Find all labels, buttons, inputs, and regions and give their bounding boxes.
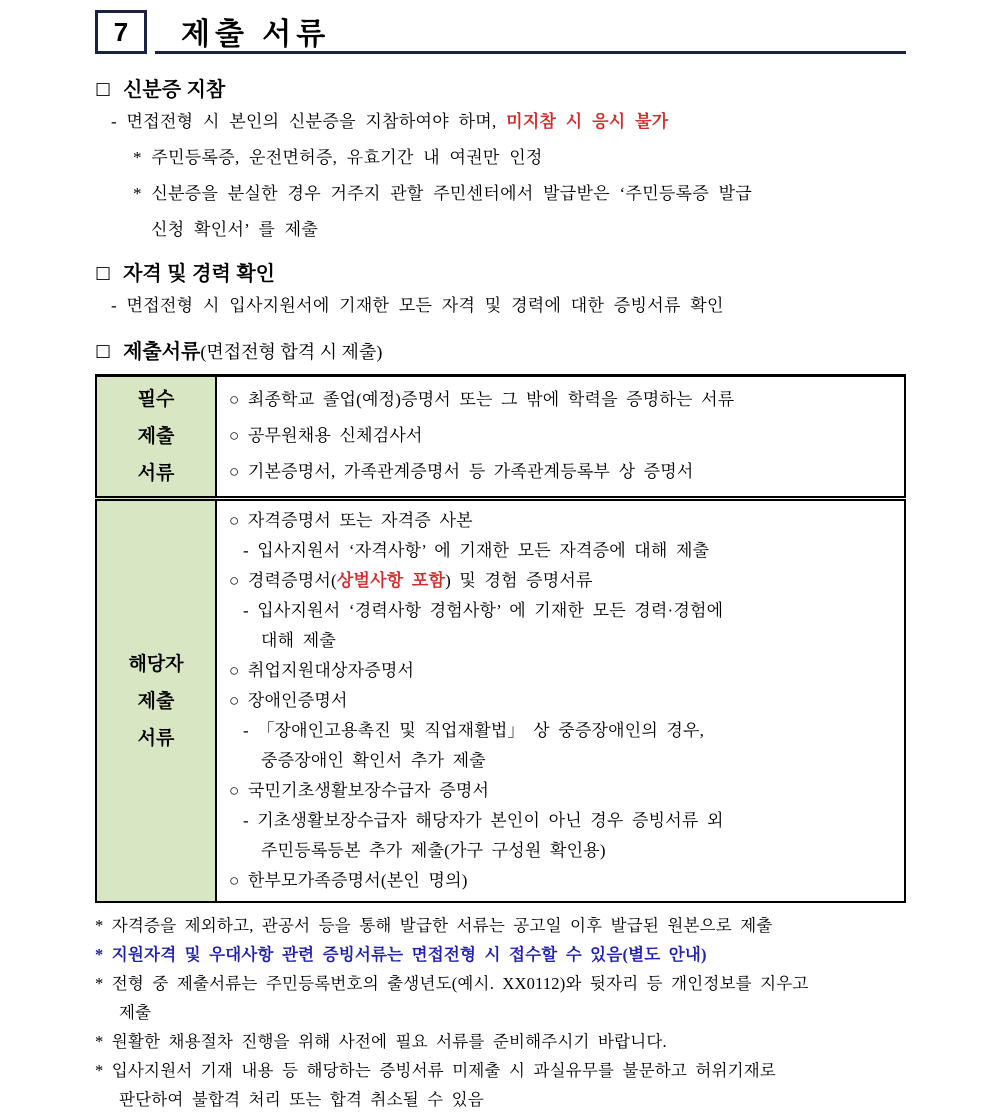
table-line: ○ 공무원채용 신체검사서: [229, 426, 423, 445]
section-title-rule: [155, 10, 906, 54]
table-line: ○ 기본증명서, 가족관계증명서 등 가족관계등록부 상 증명서: [229, 462, 694, 481]
row-content-conditional: [216, 499, 905, 903]
footnotes: [95, 911, 906, 1114]
table-line: ○ 자격증명서 또는 자격증 사본: [229, 511, 473, 530]
table-row-required: [96, 376, 905, 499]
body-line: - 면접전형 시 입사지원서에 기재한 모든 자격 및 경력에 대한 증빙서류 확인: [111, 296, 724, 315]
row-header-line: 서류: [137, 727, 175, 749]
footnote-highlight: * 지원자격 및 우대사항 관련 증빙서류는 면접전형 시 접수할 수 있음(별도 안내): [95, 945, 707, 964]
section-number: 7: [113, 16, 129, 47]
table-line: ○ 국민기초생활보장수급자 증명서: [229, 781, 490, 800]
heading-documents-wrap: [123, 338, 382, 366]
footnote: * 입사지원서 기재 내용 등 해당하는 증빙서류 미제출 시 과실유무를 불문하고 허위기재로: [95, 1061, 777, 1080]
body-line: * 주민등록증, 운전면허증, 유효기간 내 여권만 인정: [133, 148, 543, 167]
body-line: * 신분증을 분실한 경우 거주지 관할 주민센터에서 발급받은 ‘주민등록증 발급: [133, 184, 753, 203]
table-line: ○ 장애인증명서: [229, 691, 348, 710]
line-text: - 면접전형 시 본인의 신분증을 지참하여야 하며,: [111, 112, 507, 131]
heading-documents-label: 제출서류: [123, 341, 201, 363]
line-text: ○ 경력증명서(: [229, 571, 337, 590]
heading-id-card: [95, 76, 906, 104]
row-header-line: 해당자: [128, 653, 184, 675]
checkbox-icon: □: [95, 263, 112, 283]
checkbox-icon: □: [95, 79, 112, 99]
row-header-line: 필수: [137, 389, 175, 410]
table-line: - 「장애인고용촉진 및 직업재활법」 상 중증장애인의 경우,: [243, 721, 705, 740]
page-title: 제출 서류: [181, 17, 331, 51]
footnote: * 전형 중 제출서류는 주민등록번호의 출생년도(예시. XX0112)와 뒷자리 등 개인정보를 지우고: [95, 974, 809, 993]
row-header-conditional: [96, 499, 216, 903]
section-number-box: [95, 10, 147, 54]
heading-id-card-label: 신분증 지참: [123, 79, 226, 101]
line-text: ) 및 경험 증명서류: [445, 571, 593, 590]
table-line: 중증장애인 확인서 추가 제출: [261, 751, 486, 770]
body-line: 신청 확인서’ 를 제출: [151, 220, 319, 239]
table-line: ○ 한부모가족증명서(본인 명의): [229, 871, 468, 890]
table-line: ○ 취업지원대상자증명서: [229, 661, 415, 680]
table-row-conditional: [96, 499, 905, 903]
heading-documents-note: (면접전형 합격 시 제출): [200, 342, 383, 362]
section-header: [95, 10, 906, 54]
footnote: * 원활한 채용절차 진행을 위해 사전에 필요 서류를 준비해주시기 바랍니다.: [95, 1032, 667, 1051]
heading-documents: [95, 338, 906, 366]
table-line: - 입사지원서 ‘자격사항’ 에 기재한 모든 자격증에 대해 제출: [243, 541, 710, 560]
table-line: [229, 566, 896, 596]
body-line: [95, 104, 906, 140]
row-header-line: 제출: [137, 426, 175, 447]
heading-qualification: [95, 260, 906, 288]
line-text-red: 미지참 시 응시 불가: [506, 112, 669, 131]
documents-table: [95, 374, 906, 903]
table-line: - 입사지원서 ‘경력사항 경험사항’ 에 기재한 모든 경력·경험에: [243, 601, 724, 620]
heading-qualification-label: 자격 및 경력 확인: [123, 263, 275, 285]
checkbox-icon: □: [95, 341, 112, 361]
table-line: - 기초생활보장수급자 해당자가 본인이 아닌 경우 증빙서류 외: [243, 811, 724, 830]
row-header-required: [96, 376, 216, 499]
row-header-line: 서류: [137, 463, 175, 484]
line-text-red: 상벌사항 포함: [336, 571, 446, 590]
footnote: * 자격증을 제외하고, 관공서 등을 통해 발급한 서류는 공고일 이후 발급된 원본으로 제출: [95, 916, 773, 935]
table-line: 주민등록등본 추가 제출(가구 구성원 확인용): [261, 841, 606, 860]
table-line: ○ 최종학교 졸업(예정)증명서 또는 그 밖에 학력을 증명하는 서류: [229, 390, 735, 409]
row-content-required: [216, 376, 905, 499]
footnote-continuation: 판단하여 불합격 처리 또는 합격 취소될 수 있음: [119, 1090, 484, 1109]
footnote-continuation: 제출: [119, 1003, 152, 1022]
table-line: 대해 제출: [261, 631, 336, 650]
row-header-line: 제출: [137, 690, 175, 712]
